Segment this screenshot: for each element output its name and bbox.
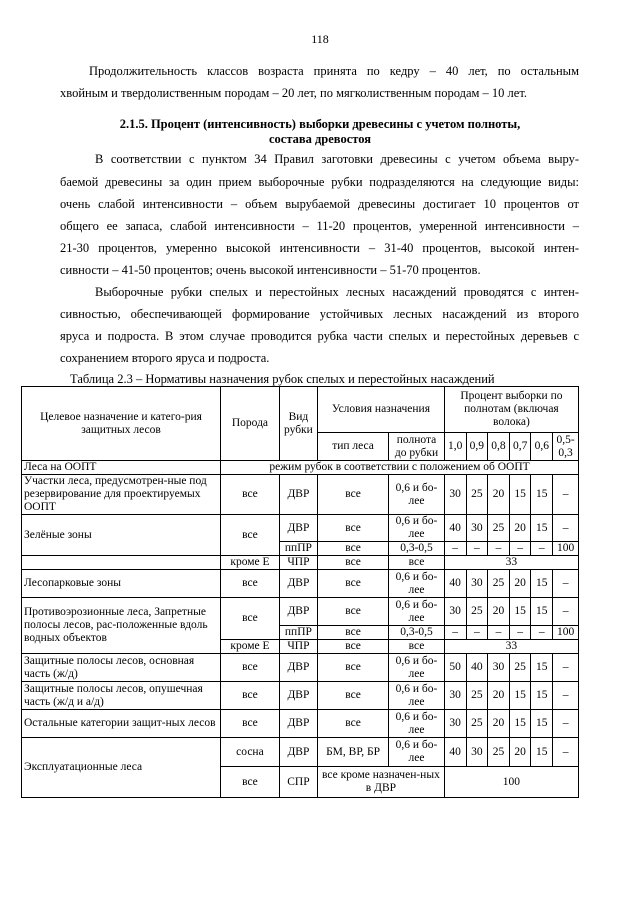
row-density: 0,6 и бо-лее — [389, 682, 445, 710]
row-forest-type: все — [317, 682, 388, 710]
row-density: 0,6 и бо-лее — [389, 515, 445, 542]
row-value: 100 — [444, 767, 578, 798]
row-forest-type: все — [317, 542, 388, 556]
row-value: – — [509, 626, 531, 640]
row-value: 25 — [488, 570, 510, 598]
row-forest-type: все — [317, 626, 388, 640]
row-density: 0,6 и бо-лее — [389, 598, 445, 626]
row-species: все — [221, 654, 280, 682]
row-value: 25 — [466, 475, 488, 515]
paragraph-line: 21-30 процентов, умеренно высокой интенсивности – 31-40 процентов, высокой интен- — [60, 241, 579, 255]
row-cut: ппПР — [279, 542, 317, 556]
row-purpose: Защитные полосы лесов, основная часть (ж/д) — [22, 654, 221, 682]
paragraph-line: сивности – 41-50 процентов; очень высокой интенсивности – 51-70 процентов. — [60, 263, 481, 277]
row-value: – — [466, 626, 488, 640]
paragraph-line: очень слабой интенсивности – объем вырубаемой древесины достигает 10 процентов от — [60, 197, 579, 211]
row-value: 20 — [488, 710, 510, 738]
row-value: – — [553, 654, 579, 682]
row-cut: ппПР — [279, 626, 317, 640]
row-purpose: Лесопарковые зоны — [22, 570, 221, 598]
row-value: 30 — [444, 682, 466, 710]
row-forest-type: все — [317, 556, 388, 570]
header-density: полнота до рубки — [389, 433, 445, 461]
row-forest-type: БМ, ВР, БР — [317, 738, 388, 767]
row-purpose: Участки леса, предусмотрен-ные под резервирование для проектируемых ООПТ — [22, 475, 221, 515]
row-value: 15 — [509, 682, 531, 710]
row-value: 30 — [444, 475, 466, 515]
row-note: режим рубок в соответствии с положением об ООПТ — [221, 461, 579, 475]
row-cut: ДВР — [279, 515, 317, 542]
section-heading: 2.1.5. Процент (интенсивность) выборки древесины с учетом полноты, — [119, 117, 521, 131]
row-value: 20 — [488, 598, 510, 626]
row-forest-type: все — [317, 654, 388, 682]
row-value: – — [531, 542, 553, 556]
paragraph-line: общего ее запаса, слабой интенсивности – 11-20 процентов, умеренной интенсивности – — [60, 219, 579, 233]
row-value: – — [553, 710, 579, 738]
row-species: все — [221, 598, 280, 640]
row-forest-type: все — [317, 475, 388, 515]
row-density: 0,6 и бо-лее — [389, 710, 445, 738]
table-row — [22, 570, 579, 598]
table-caption: Таблица 2.3 – Нормативы назначения рубок спелых и перестойных насаждений — [70, 372, 495, 386]
row-value: 30 — [444, 710, 466, 738]
row-density: 0,6 и бо-лее — [389, 738, 445, 767]
table-row — [22, 654, 579, 682]
row-cut: ДВР — [279, 475, 317, 515]
row-value: 15 — [531, 475, 553, 515]
row-value: 15 — [509, 598, 531, 626]
header-density-value: 0,5-0,3 — [553, 433, 579, 461]
row-species: все — [221, 682, 280, 710]
header-conditions: Условия назначения — [317, 387, 444, 433]
page-number: 118 — [311, 32, 329, 46]
row-value: 40 — [466, 654, 488, 682]
header-density-value: 1,0 — [444, 433, 466, 461]
table-row — [22, 556, 579, 570]
row-value: 15 — [531, 654, 553, 682]
row-value: 25 — [488, 738, 510, 767]
row-cut: ДВР — [279, 710, 317, 738]
header-density-value: 0,6 — [531, 433, 553, 461]
row-value: – — [553, 475, 579, 515]
row-forest-type: все — [317, 570, 388, 598]
row-density: все — [389, 556, 445, 570]
row-value: 15 — [509, 710, 531, 738]
row-value: 50 — [444, 654, 466, 682]
table-row — [22, 461, 579, 475]
row-cut: ЧПР — [279, 556, 317, 570]
row-value: 15 — [531, 515, 553, 542]
row-value: 30 — [466, 515, 488, 542]
header-species: Порода — [221, 387, 280, 461]
intro-line: хвойным и твердолиственным породам – 20 лет, по мягколиственным породам – 10 лет. — [60, 86, 527, 100]
row-purpose: Защитные полосы лесов, опушечная часть (ж/д и а/д) — [22, 682, 221, 710]
row-value: – — [553, 598, 579, 626]
row-value: – — [531, 626, 553, 640]
row-value: 100 — [553, 542, 579, 556]
row-cut: СПР — [279, 767, 317, 798]
row-value: 33 — [444, 556, 578, 570]
row-species: все — [221, 475, 280, 515]
row-density: 0,6 и бо-лее — [389, 570, 445, 598]
row-value: 15 — [531, 710, 553, 738]
intro-line: Продолжительность классов возраста принята по кедру – 40 лет, по остальным — [89, 64, 579, 78]
row-value: 40 — [444, 515, 466, 542]
row-value: 15 — [531, 570, 553, 598]
row-species: сосна — [221, 738, 280, 767]
row-density: все — [389, 640, 445, 654]
row-value: – — [444, 542, 466, 556]
row-value: 25 — [466, 598, 488, 626]
header-forest-type: тип леса — [317, 433, 388, 461]
row-value: 20 — [488, 682, 510, 710]
row-purpose: Остальные категории защит-ных лесов — [22, 710, 221, 738]
row-cut: ДВР — [279, 682, 317, 710]
header-cut-type: Вид рубки — [279, 387, 317, 461]
row-value: 25 — [466, 682, 488, 710]
row-value: – — [444, 626, 466, 640]
header-purpose: Целевое назначение и катего-рия защитных лесов — [22, 387, 221, 461]
row-value: 25 — [466, 710, 488, 738]
row-purpose: Зелёные зоны — [22, 515, 221, 556]
row-value: – — [553, 570, 579, 598]
row-density: 0,6 и бо-лее — [389, 475, 445, 515]
row-cut: ДВР — [279, 598, 317, 626]
row-value: 15 — [531, 598, 553, 626]
table-row — [22, 738, 579, 767]
row-value: 40 — [444, 570, 466, 598]
row-value: – — [466, 542, 488, 556]
row-species: все — [221, 767, 280, 798]
header-density-value: 0,9 — [466, 433, 488, 461]
row-species: все — [221, 570, 280, 598]
normatives-table — [21, 386, 579, 798]
section-heading: состава древостоя — [268, 132, 372, 146]
row-purpose: Эксплуатационные леса — [22, 738, 221, 798]
row-forest-type: все — [317, 710, 388, 738]
paragraph-line: сохранением второго яруса и подроста. — [60, 351, 270, 365]
row-value: – — [553, 515, 579, 542]
row-species: кроме Е — [221, 640, 280, 654]
row-species: все — [221, 710, 280, 738]
row-cut: ДВР — [279, 570, 317, 598]
row-value: 20 — [509, 570, 531, 598]
row-purpose: Противоэрозионные леса, Запретные полосы лесов, рас-положенные вдоль водных объектов — [22, 598, 221, 654]
table-header-row — [22, 387, 579, 433]
row-value: 30 — [488, 654, 510, 682]
row-conditions: все кроме назначен-ных в ДВР — [317, 767, 444, 798]
table-row — [22, 515, 579, 542]
paragraph-line: яруса и подроста. В этом случае проводится рубка части спелых и перестойных деревьев с — [60, 329, 579, 343]
row-value: 40 — [444, 738, 466, 767]
row-density: 0,3-0,5 — [389, 542, 445, 556]
row-value: – — [488, 542, 510, 556]
row-value: 30 — [444, 598, 466, 626]
row-value: 30 — [466, 738, 488, 767]
row-forest-type: все — [317, 515, 388, 542]
row-value: 33 — [444, 640, 578, 654]
row-value: 100 — [553, 626, 579, 640]
paragraph-line: В соответствии с пунктом 34 Правил заготовки древесины с учетом объема выру- — [95, 152, 579, 166]
row-value: 25 — [488, 515, 510, 542]
row-value: – — [509, 542, 531, 556]
header-density-value: 0,7 — [509, 433, 531, 461]
row-value: 15 — [509, 475, 531, 515]
row-cut: ЧПР — [279, 640, 317, 654]
header-density-value: 0,8 — [488, 433, 510, 461]
header-percent: Процент выборки по полнотам (включая волока) — [444, 387, 578, 433]
row-value: – — [488, 626, 510, 640]
row-purpose — [22, 556, 221, 570]
row-species: все — [221, 515, 280, 556]
row-value: – — [553, 682, 579, 710]
row-species: кроме Е — [221, 556, 280, 570]
row-value: 20 — [509, 738, 531, 767]
row-density: 0,3-0,5 — [389, 626, 445, 640]
paragraph-line: Выборочные рубки спелых и перестойных лесных насаждений проводятся с интен- — [95, 285, 579, 299]
row-value: 20 — [509, 515, 531, 542]
row-value: 15 — [531, 738, 553, 767]
table-row — [22, 682, 579, 710]
row-forest-type: все — [317, 598, 388, 626]
table-row — [22, 710, 579, 738]
row-cut: ДВР — [279, 738, 317, 767]
paragraph-line: баемой древесины за один прием выборочные рубки подразделяются на следующие виды: — [60, 175, 579, 189]
paragraph-line: сивностью, обеспечивающей формирование устойчивых лесных насаждений из второго — [60, 307, 579, 321]
table-row — [22, 598, 579, 626]
table-row — [22, 475, 579, 515]
row-value: 15 — [531, 682, 553, 710]
row-density: 0,6 и бо-лее — [389, 654, 445, 682]
row-value: 30 — [466, 570, 488, 598]
row-value: 25 — [509, 654, 531, 682]
row-value: – — [553, 738, 579, 767]
row-purpose: Леса на ООПТ — [22, 461, 221, 475]
row-value: 20 — [488, 475, 510, 515]
row-cut: ДВР — [279, 654, 317, 682]
row-forest-type: все — [317, 640, 388, 654]
